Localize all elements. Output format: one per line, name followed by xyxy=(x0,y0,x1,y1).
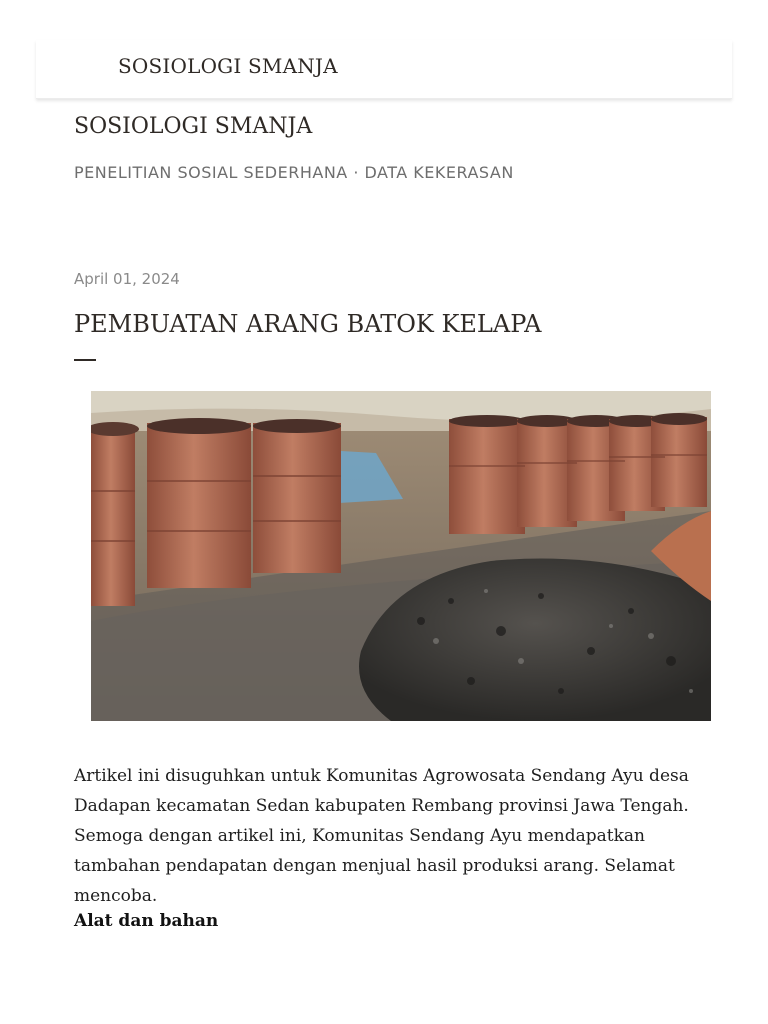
post-date[interactable]: April 01, 2024 xyxy=(74,270,180,288)
blog-description: PENELITIAN SOSIAL SEDERHANA · DATA KEKERASAN xyxy=(74,163,514,182)
charcoal-drums-photo xyxy=(91,391,711,721)
section-heading: Alat dan bahan xyxy=(74,911,219,931)
post-image[interactable] xyxy=(91,391,711,721)
top-app-bar xyxy=(36,40,732,99)
blog-title[interactable]: SOSIOLOGI SMANJA xyxy=(74,114,313,139)
header-title-link[interactable]: SOSIOLOGI SMANJA xyxy=(118,54,338,78)
post-title: PEMBUATAN ARANG BATOK KELAPA xyxy=(74,310,542,338)
title-divider xyxy=(74,359,96,361)
post-body-paragraph: Artikel ini disuguhkan untuk Komunitas Agrowosata Sendang Ayu desa Dadapan kecamatan Sedan kabupaten Rembang provinsi Jawa Tengah. Semoga dengan artikel ini, Komunitas Sendang Ayu mendapatkan tambahan pendapatan dengan menjual hasil produksi arang. Selamat mencoba. xyxy=(74,766,689,906)
